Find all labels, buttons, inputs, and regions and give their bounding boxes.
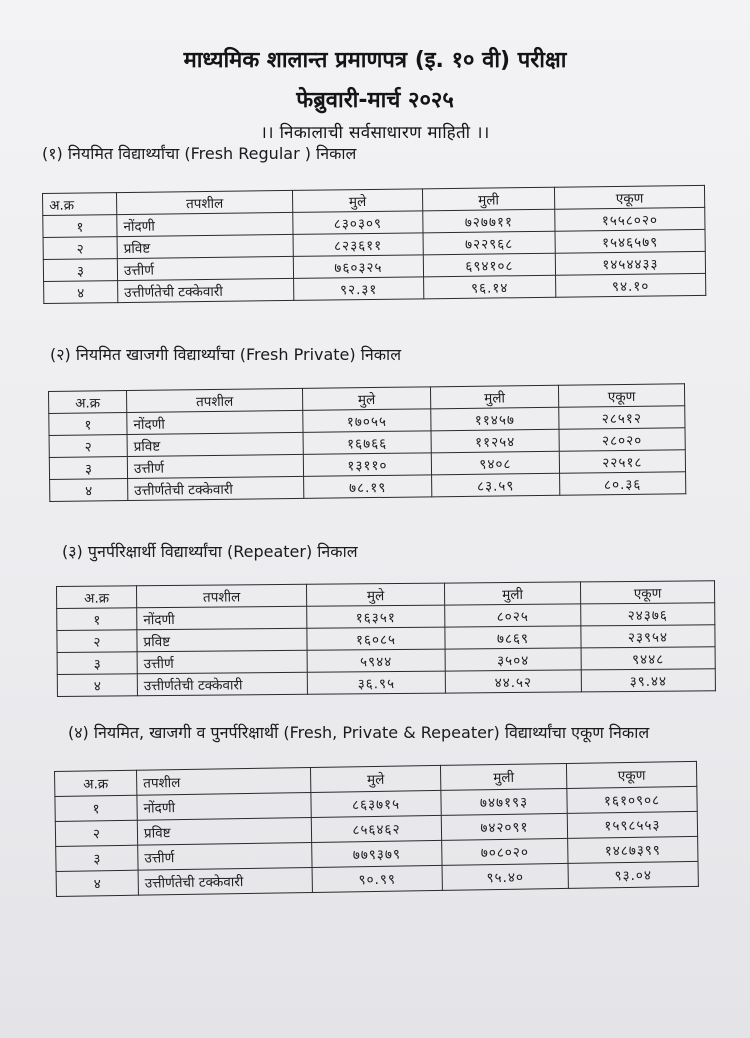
cell-total: १५५८०२० — [555, 207, 705, 231]
exam-session: फेब्रुवारी-मार्च २०२५ — [296, 88, 454, 113]
cell-total: १५९८५५३ — [567, 811, 697, 838]
cell-detail: उत्तीर्णतेची टक्केवारी — [137, 672, 307, 695]
header-boys: मुले — [310, 765, 440, 792]
cell-girls: ७४७१९३ — [441, 788, 567, 815]
cell-total: २८५१२ — [559, 406, 685, 430]
cell-sr: ४ — [44, 281, 118, 304]
section-title-repeater: (३) पुनर्परिक्षार्थी विद्यार्थ्यांचा (Repeater) निकाल — [62, 542, 358, 561]
cell-sr: १ — [55, 795, 137, 821]
cell-sr: ४ — [50, 479, 128, 502]
cell-sr: ४ — [57, 674, 137, 697]
header-total: एकूण — [566, 761, 696, 788]
cell-boys: १६३५१ — [307, 605, 445, 628]
cell-sr: २ — [57, 630, 137, 653]
cell-total: १४८७३९९ — [568, 836, 698, 863]
cell-boys: ७६०३२५ — [293, 255, 423, 279]
cell-boys: ५९४४ — [307, 649, 445, 672]
cell-girls: ८३.५९ — [432, 473, 560, 497]
header-sr: अ.क्र — [57, 586, 137, 609]
cell-girls: ११२५४ — [431, 429, 559, 453]
header-total: एकूण — [580, 581, 714, 604]
cell-boys: १६७६६ — [303, 431, 431, 455]
section-title-fresh-regular: (१) नियमित विद्यार्थ्यांचा (Fresh Regular ) निकाल — [42, 144, 357, 163]
cell-detail: प्रविष्ट — [117, 234, 293, 258]
cell-detail: उत्तीर्ण — [117, 256, 293, 280]
header-girls: मुली — [440, 763, 566, 790]
table-overall — [54, 761, 699, 897]
cell-total: १६१०९०८ — [567, 786, 697, 813]
cell-detail: नोंदणी — [117, 212, 293, 236]
cell-detail: उत्तीर्ण — [127, 454, 303, 478]
cell-girls: ११४५७ — [431, 407, 559, 431]
cell-sr: ३ — [57, 652, 137, 675]
cell-sr: २ — [49, 435, 127, 458]
header-sr: अ.क्र — [55, 770, 137, 796]
cell-sr: १ — [43, 215, 117, 238]
cell-total: ९४४८ — [581, 647, 715, 670]
cell-detail: उत्तीर्णतेची टक्केवारी — [128, 476, 304, 500]
cell-boys: ९०.९९ — [312, 865, 442, 892]
header-boys: मुले — [292, 189, 422, 213]
cell-detail: उत्तीर्ण — [138, 842, 312, 870]
cell-detail: उत्तीर्णतेची टक्केवारी — [118, 278, 294, 302]
cell-sr: ३ — [56, 845, 138, 871]
table-repeater — [56, 580, 716, 697]
cell-detail: उत्तीर्ण — [137, 650, 307, 673]
cell-sr: १ — [57, 608, 137, 631]
header-detail: तपशील — [117, 190, 293, 214]
table-fresh-regular — [42, 185, 706, 304]
cell-boys: ८३०३०९ — [293, 211, 423, 235]
cell-boys: ९२.३१ — [294, 277, 424, 301]
header-boys: मुले — [306, 583, 444, 606]
cell-boys: १६०८५ — [307, 627, 445, 650]
section-title-overall: (४) नियमित, खाजगी व पुनर्परिक्षार्थी (Fresh, Private & Repeater) विद्यार्थ्यांचा एकूण निकाल — [68, 723, 650, 742]
document-title: माध्यमिक शालान्त प्रमाणपत्र (इ. १० वी) परीक्षा — [183, 48, 567, 73]
cell-boys: १७०५५ — [303, 409, 431, 433]
table-row — [57, 669, 715, 697]
header-girls: मुली — [444, 582, 580, 605]
cell-sr: २ — [55, 820, 137, 846]
header-girls: मुली — [422, 187, 554, 211]
cell-girls: ७०८०२० — [442, 838, 568, 865]
cell-total: ८०.३६ — [560, 472, 686, 496]
header-girls: मुली — [430, 385, 558, 409]
cell-girls: ९५.४० — [442, 863, 568, 890]
header-sr: अ.क्र — [43, 193, 117, 216]
header-total: एकूण — [554, 185, 704, 209]
cell-sr: ४ — [56, 870, 138, 896]
cell-girls: ६९४१०८ — [423, 253, 555, 277]
cell-girls: ७२२९६८ — [423, 231, 555, 255]
cell-detail: प्रविष्ट — [137, 817, 311, 845]
cell-total: २८०२० — [559, 428, 685, 452]
cell-girls: ४४.५२ — [445, 670, 581, 693]
cell-total: १४५४४३३ — [555, 251, 705, 275]
document-subtitle: ।। निकालाची सर्वसाधारण माहिती ।। — [260, 123, 490, 143]
cell-sr: ३ — [43, 259, 117, 282]
cell-girls: ९४०८ — [431, 451, 559, 475]
header-boys: मुले — [302, 387, 430, 411]
cell-total: ९४.१० — [556, 273, 706, 297]
header-detail: तपशील — [127, 388, 303, 412]
header-detail: तपशील — [137, 584, 307, 607]
cell-girls: ७८६९ — [445, 626, 581, 649]
cell-total: ३९.४४ — [581, 669, 715, 692]
cell-detail: प्रविष्ट — [137, 628, 307, 651]
cell-detail: प्रविष्ट — [127, 432, 303, 456]
cell-total: १५४६५७९ — [555, 229, 705, 253]
cell-sr: १ — [49, 413, 127, 436]
cell-detail: नोंदणी — [137, 792, 311, 820]
cell-girls: ८०२५ — [445, 604, 581, 627]
cell-detail: उत्तीर्णतेची टक्केवारी — [138, 867, 312, 895]
cell-boys: १३११० — [303, 453, 431, 477]
cell-detail: नोंदणी — [137, 606, 307, 629]
header-sr: अ.क्र — [49, 391, 127, 414]
cell-boys: ७७९३७९ — [312, 840, 442, 867]
header-total: एकूण — [558, 384, 684, 408]
cell-boys: ८२३६११ — [293, 233, 423, 257]
cell-girls: ९६.१४ — [424, 275, 556, 299]
cell-boys: ८५६४६२ — [311, 815, 441, 842]
cell-boys: ७८.१९ — [304, 475, 432, 499]
section-title-fresh-private: (२) नियमित खाजगी विद्यार्थ्यांचा (Fresh Private) निकाल — [50, 345, 402, 364]
cell-total: २४३७६ — [581, 603, 715, 626]
cell-girls: ३५०४ — [445, 648, 581, 671]
cell-total: ९३.०४ — [568, 861, 698, 888]
cell-boys: ३६.९५ — [307, 671, 445, 694]
cell-girls: ७२७७११ — [423, 209, 555, 233]
cell-total: २२५१८ — [559, 450, 685, 474]
cell-total: २३९५४ — [581, 625, 715, 648]
table-fresh-private — [48, 383, 686, 502]
cell-sr: ३ — [49, 457, 127, 480]
cell-sr: २ — [43, 237, 117, 260]
header-detail: तपशील — [136, 767, 310, 795]
cell-detail: नोंदणी — [127, 410, 303, 434]
cell-girls: ७४२०९१ — [441, 813, 567, 840]
cell-boys: ८६३७१५ — [311, 790, 441, 817]
